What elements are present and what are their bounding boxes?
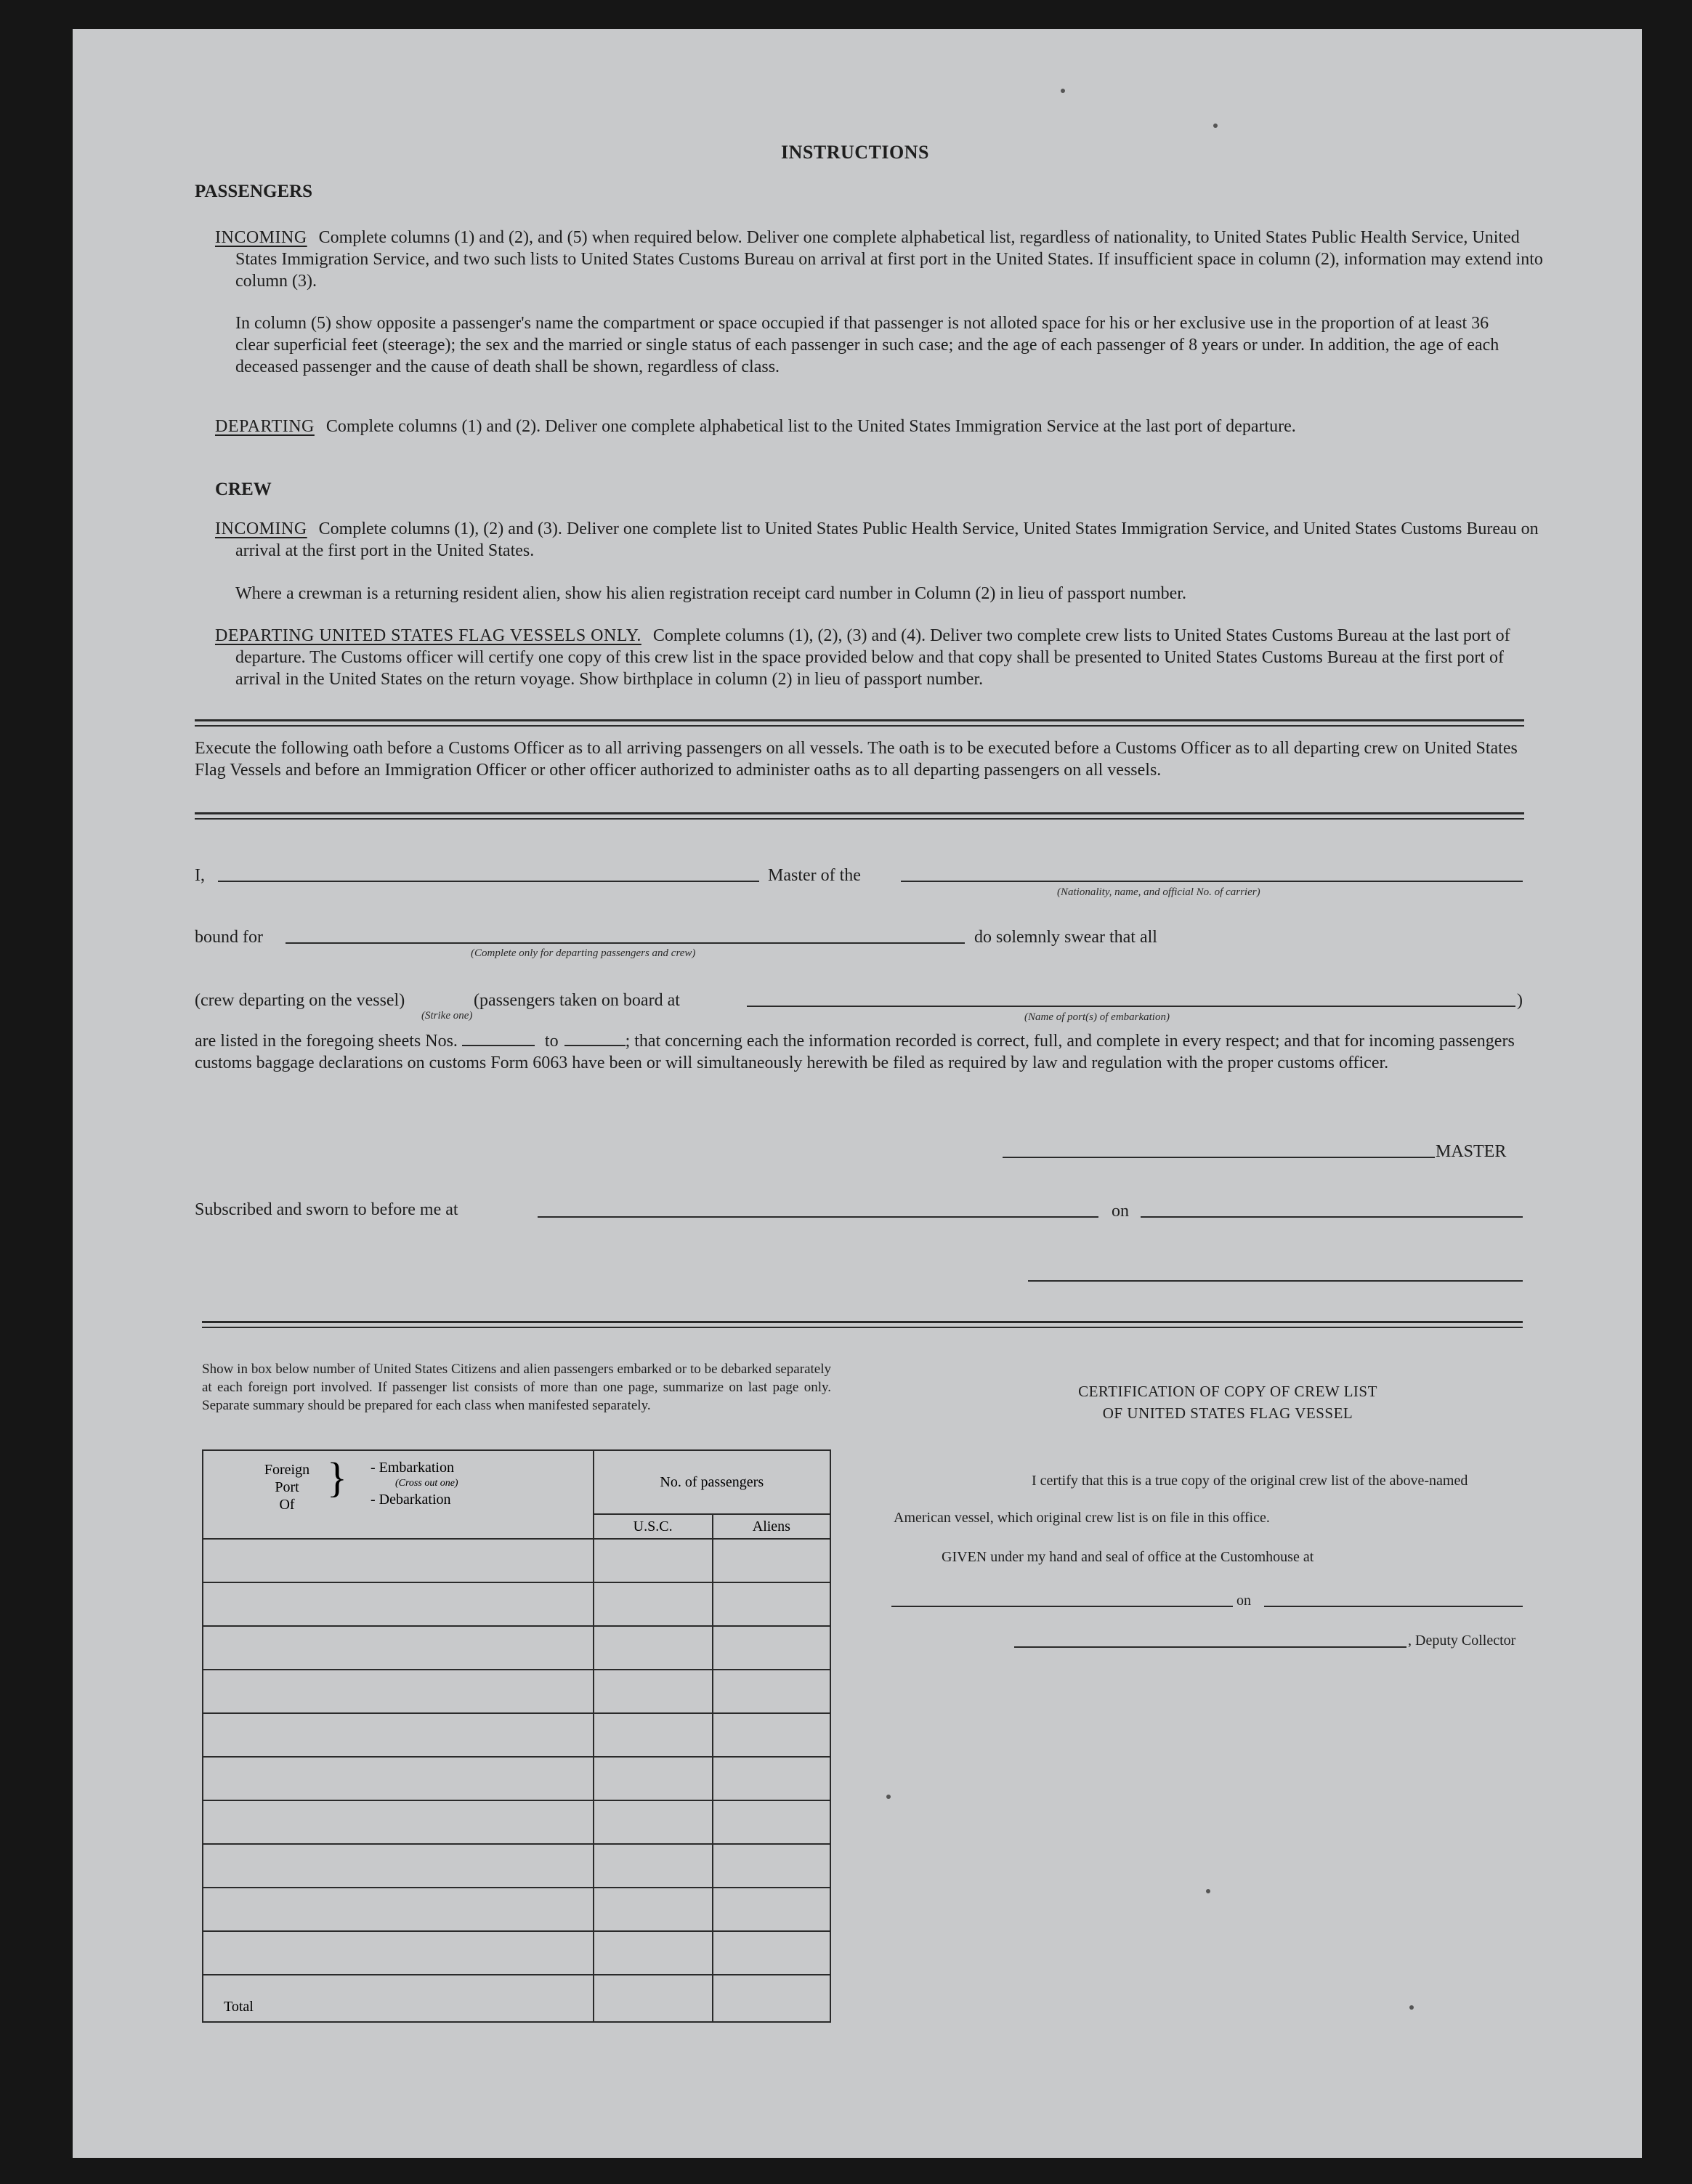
- scan-speck: [1061, 89, 1065, 93]
- header-foreign: Foreign: [264, 1462, 310, 1478]
- certification-title-line-1: CERTIFICATION OF COPY OF CREW LIST: [1078, 1383, 1377, 1400]
- summary-aliens-cell[interactable]: [713, 1582, 830, 1626]
- summary-row: [203, 1888, 830, 1931]
- crew-incoming-label: INCOMING: [215, 519, 307, 538]
- summary-row: [203, 1931, 830, 1975]
- total-label: Total: [203, 1975, 594, 2022]
- sworn-on-label: on: [1112, 1202, 1129, 1221]
- listed-text-2: ; that concerning each the information recorded is correct, full, and complete in every respect; and that for incoming passengers customs baggage declarations on customs Form 6063 have been or will simultaneously herewith be filed as required by law and regulation with the proper customs officer.: [195, 1032, 1515, 1072]
- form-sheet: [73, 29, 1642, 2158]
- divider: [202, 1321, 1523, 1323]
- summary-instructions: Show in box below number of United States Citizens and alien passengers embarked or to be debarked separately at each foreign port involved. If passenger list consists of more than one page, summarize on last page only. Separate summary should be prepared for each class when manifested separately.: [202, 1362, 831, 1413]
- crew-incoming-text: Complete columns (1), (2) and (3). Deliver one complete list to United States Public Health Service, United States Immigration Service, and United States Customs Bureau on arrival at the first port in the United States.: [235, 519, 1539, 560]
- deputy-collector-label: , Deputy Collector: [1408, 1633, 1516, 1649]
- listed-paragraph: [195, 1030, 1523, 1074]
- master-name-field[interactable]: [218, 881, 759, 882]
- summary-row: [203, 1800, 830, 1844]
- summary-port-cell[interactable]: [203, 1670, 594, 1713]
- summary-port-cell[interactable]: [203, 1713, 594, 1757]
- summary-usc-cell[interactable]: [594, 1844, 713, 1888]
- summary-port-cell[interactable]: [203, 1888, 594, 1931]
- summary-usc-cell[interactable]: [594, 1888, 713, 1931]
- crew-departing-option: (crew departing on the vessel): [195, 991, 405, 1010]
- header-port: Port: [275, 1479, 299, 1495]
- crew-departing-text: Complete columns (1), (2), (3) and (4). Deliver two complete crew lists to United States Customs Bureau at the last port of departure. The Customs officer will certify one copy of this crew list in the space provided below and that copy shall be presented to United States Customs Bureau at the first port of arrival in the United States on the return voyage. Show birthplace in column (2) in lieu of passport number.: [235, 626, 1510, 689]
- strike-one-caption: (Strike one): [421, 1010, 473, 1022]
- summary-port-cell[interactable]: [203, 1800, 594, 1844]
- passengers-departing-text: Complete columns (1) and (2). Deliver one complete alphabetical list to the United States Immigration Service at the last port of departure.: [325, 417, 1296, 436]
- crew-departing-paragraph: [215, 625, 1543, 690]
- summary-usc-cell[interactable]: [594, 1757, 713, 1800]
- total-aliens-cell[interactable]: [713, 1975, 830, 2022]
- total-usc-cell[interactable]: [594, 1975, 713, 2022]
- crew-resident-paragraph: Where a crewman is a returning resident alien, show his alien registration receipt card number in Column (2) in lieu of passport number.: [235, 584, 1186, 603]
- cross-out-caption: (Cross out one): [395, 1478, 458, 1489]
- swear-label: do solemnly swear that all: [974, 928, 1157, 947]
- divider: [195, 812, 1524, 814]
- passengers-departing-paragraph: [215, 416, 1543, 437]
- given-line: GIVEN under my hand and seal of office at the Customhouse at: [942, 1549, 1314, 1565]
- bound-for-field[interactable]: [286, 942, 965, 944]
- page-title: INSTRUCTIONS: [781, 142, 929, 163]
- crew-heading: CREW: [215, 480, 272, 499]
- carrier-field[interactable]: [901, 881, 1523, 882]
- summary-aliens-cell[interactable]: [713, 1670, 830, 1713]
- summary-aliens-cell[interactable]: [713, 1539, 830, 1582]
- summary-usc-cell[interactable]: [594, 1582, 713, 1626]
- passengers-incoming-paragraph: [215, 227, 1543, 292]
- sheet-to-field[interactable]: [564, 1045, 626, 1046]
- summary-aliens-cell[interactable]: [713, 1800, 830, 1844]
- summary-row: [203, 1670, 830, 1713]
- embarkation-port-field[interactable]: [747, 1006, 1515, 1007]
- brace-icon: }: [327, 1454, 347, 1501]
- scan-speck: [1213, 124, 1218, 128]
- passengers-taken-option: (passengers taken on board at: [474, 991, 680, 1010]
- certification-title-line-2: OF UNITED STATES FLAG VESSEL: [1102, 1404, 1353, 1422]
- officer-signature-field[interactable]: [1028, 1280, 1523, 1282]
- passengers-departing-label: DEPARTING: [215, 417, 315, 436]
- summary-aliens-cell[interactable]: [713, 1757, 830, 1800]
- sworn-date-field[interactable]: [1141, 1216, 1523, 1218]
- to-label: to: [544, 1032, 559, 1051]
- header-of: Of: [279, 1497, 295, 1513]
- certify-line-1: I certify that this is a true copy of the original crew list of the above-named: [1032, 1473, 1468, 1489]
- summary-usc-cell[interactable]: [594, 1713, 713, 1757]
- passengers-incoming-text: Complete columns (1) and (2), and (5) when required below. Deliver one complete alphabetical list, regardless of nationality, to United States Public Health Service, United States Immigration Service, and two such lists to United States Customs Bureau on arrival at first port in the United States. If insufficient space in column (2), information may extend into column (3).: [235, 228, 1543, 291]
- certification-date-field[interactable]: [1264, 1606, 1523, 1607]
- crew-incoming-paragraph: [215, 518, 1543, 562]
- summary-row: [203, 1757, 830, 1800]
- close-paren: ): [1517, 991, 1523, 1010]
- embarkation-label: - Embarkation: [371, 1460, 454, 1476]
- oath-i-label: I,: [195, 866, 205, 885]
- scan-speck: [1409, 2005, 1414, 2010]
- scan-speck: [1206, 1889, 1210, 1893]
- aliens-header: Aliens: [713, 1514, 830, 1539]
- oath-intro: Execute the following oath before a Customs Officer as to all arriving passengers on all vessels. The oath is to be executed before a Customs Officer as to all departing crew on United States Flag Vessels and before an Immigration Officer or other officer authorized to administer oaths as to all departing passengers on all vessels.: [195, 739, 1518, 780]
- summary-usc-cell[interactable]: [594, 1626, 713, 1670]
- divider: [195, 719, 1524, 721]
- summary-port-cell[interactable]: [203, 1931, 594, 1975]
- port-caption: (Name of port(s) of embarkation): [1024, 1011, 1170, 1023]
- summary-aliens-cell[interactable]: [713, 1931, 830, 1975]
- bound-for-caption: (Complete only for departing passengers and crew): [471, 947, 696, 959]
- divider: [195, 725, 1524, 727]
- summary-aliens-cell[interactable]: [713, 1888, 830, 1931]
- crew-departing-label: DEPARTING UNITED STATES FLAG VESSELS ONLY.: [215, 626, 641, 645]
- summary-row: [203, 1844, 830, 1888]
- summary-usc-cell[interactable]: [594, 1539, 713, 1582]
- scan-speck: [886, 1795, 891, 1799]
- deputy-signature-field[interactable]: [1014, 1646, 1406, 1648]
- master-label: MASTER: [1436, 1142, 1507, 1161]
- summary-usc-cell[interactable]: [594, 1800, 713, 1844]
- customhouse-field[interactable]: [891, 1606, 1233, 1607]
- certify-line-2: American vessel, which original crew list is on file in this office.: [894, 1510, 1270, 1526]
- column5-paragraph: In column (5) show opposite a passenger's name the compartment or space occupied if that passenger is not alloted space for his or her exclusive use in the proportion of at least 36 clear superficial feet (steerage); the sex and the married or single status of each passenger in such case; and the age of each passenger of 8 years or under. In addition, the age of each deceased passenger and the cause of death shall be shown, regardless of class.: [235, 314, 1499, 376]
- no-passengers-header: No. of passengers: [594, 1450, 831, 1514]
- master-of-the-label: Master of the: [768, 866, 861, 885]
- sworn-place-field[interactable]: [538, 1216, 1098, 1218]
- summary-aliens-cell[interactable]: [713, 1713, 830, 1757]
- passengers-heading: PASSENGERS: [195, 182, 313, 201]
- certification-title: [1010, 1380, 1446, 1424]
- sheet-from-field[interactable]: [462, 1045, 535, 1046]
- passengers-incoming-label: INCOMING: [215, 228, 307, 247]
- summary-port-cell[interactable]: [203, 1582, 594, 1626]
- bound-for-label: bound for: [195, 928, 263, 947]
- summary-row: [203, 1582, 830, 1626]
- summary-port-cell[interactable]: [203, 1757, 594, 1800]
- divider: [202, 1327, 1523, 1328]
- summary-aliens-cell[interactable]: [713, 1626, 830, 1670]
- port-header-cell: [203, 1450, 594, 1539]
- usc-header: U.S.C.: [594, 1514, 713, 1539]
- divider: [195, 818, 1524, 820]
- carrier-caption: (Nationality, name, and official No. of carrier): [1057, 886, 1260, 898]
- master-signature-field[interactable]: [1003, 1157, 1435, 1158]
- summary-row: [203, 1539, 830, 1582]
- subscribed-label: Subscribed and sworn to before me at: [195, 1200, 458, 1219]
- certification-on-label: on: [1236, 1593, 1251, 1609]
- summary-port-cell[interactable]: [203, 1539, 594, 1582]
- debarkation-label: - Debarkation: [371, 1492, 451, 1508]
- summary-aliens-cell[interactable]: [713, 1844, 830, 1888]
- summary-port-cell[interactable]: [203, 1844, 594, 1888]
- summary-row: [203, 1713, 830, 1757]
- summary-usc-cell[interactable]: [594, 1670, 713, 1713]
- summary-row: [203, 1626, 830, 1670]
- total-row: [203, 1975, 830, 2022]
- passenger-summary-table: [202, 1449, 831, 2023]
- summary-port-cell[interactable]: [203, 1626, 594, 1670]
- summary-usc-cell[interactable]: [594, 1931, 713, 1975]
- listed-text-1: are listed in the foregoing sheets Nos.: [195, 1032, 458, 1051]
